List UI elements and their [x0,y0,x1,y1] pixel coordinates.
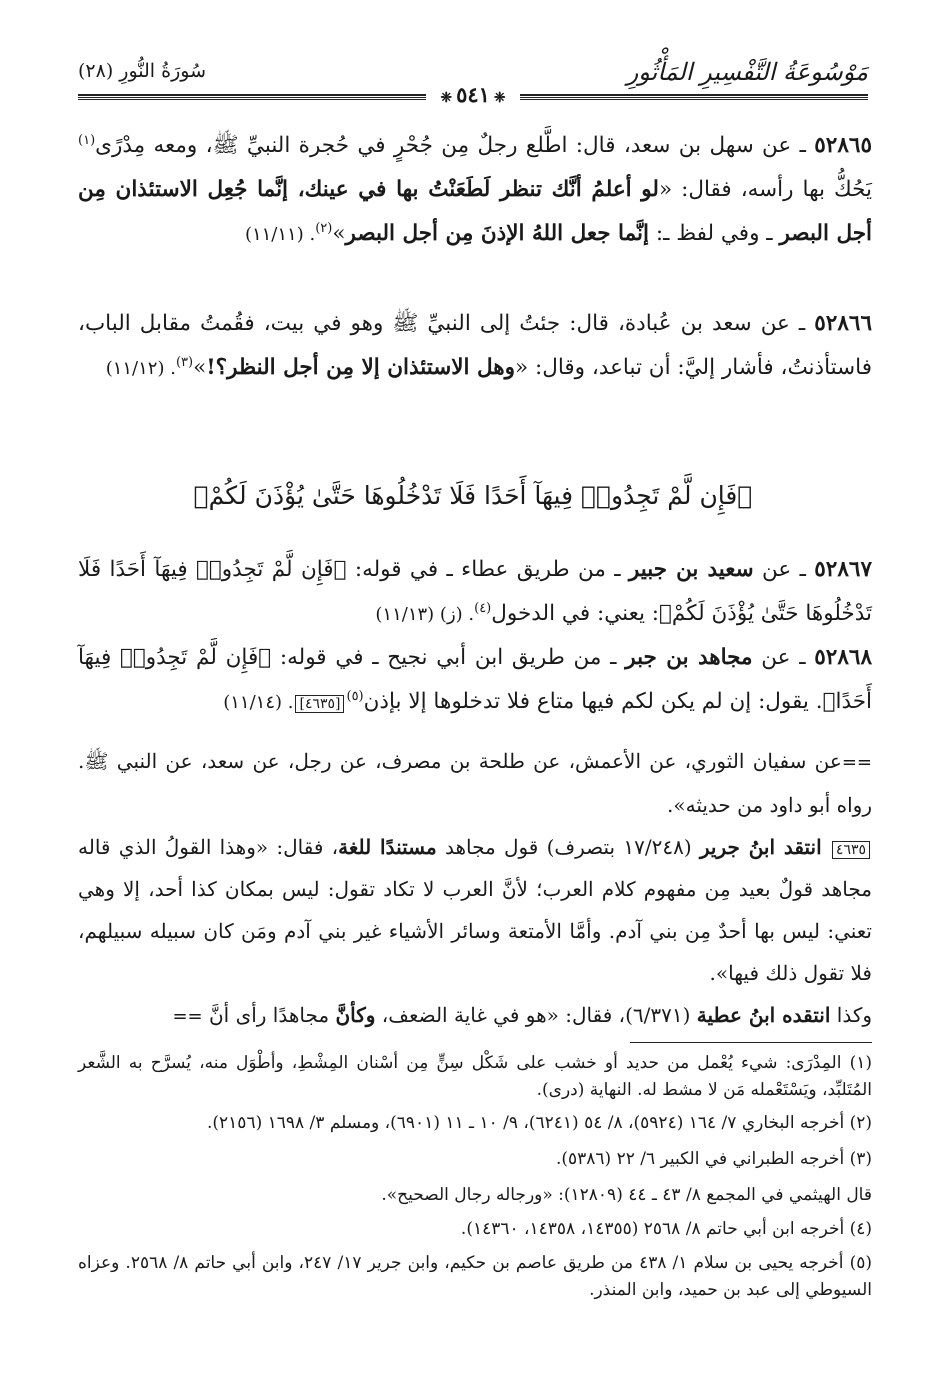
footnote: (٤) أخرجه ابن أبي حاتم ٨/ ٢٥٦٨ (١٤٣٥٥، ١٤٣٥٨، ١٤٣٦٠). [460,1219,872,1239]
quoted-text: وهل الاستئذان إلا مِن أجل النظر؟! [206,355,515,380]
note-text: وكذا [830,1003,872,1027]
note-text: (١٧/٢٤٨ بتصرف) قول مجاهد [436,835,700,859]
note-bold: مستندًا للغة [338,835,437,859]
footnote: (٢) أخرجه البخاري ٧/ ١٦٤ (٥٩٢٤)، ٨/ ٥٤ (٦٢٤١)، ٩/ ١٠ ـ ١١ (٦٩٠١)، ومسلم ٣/ ١٦٩٨ (٢١٥٦). [207,1113,872,1133]
commentary-note [78,740,872,1038]
entry-number: ٥٢٨٦٦ [814,311,872,336]
entry-text: » [332,221,346,246]
entry-text: ـ عن سعد بن عُبادة، قال: جئتُ إلى النبيِّ ﷺ وهو في بيت، فقُمتُ مقابل الباب، فاستأذنتُ، فأشار إليَّ: أن تباعد، وقال: « [78,311,872,380]
entry-number: ٥٢٨٦٧ [814,557,872,582]
quoted-text: مجاهد بن جبر [625,645,753,670]
note-text: ، فقال: «وهذا القولُ الذي قاله مجاهد قولٌ بعيد مِن مفهوم كلام العرب؛ لأنَّ العرب لا تكاد تقول: ليس بمكان كذا أحد، إلا وهي تعني: ليس بها أحدٌ مِن بني آدم. وأمَّا الأمتعة وسائر الأشياء غير بني آدم ومَن كان سبيله سبيلهم، فلا تقول ذلك فيها». [78,835,872,985]
page-number-box [426,82,519,107]
entry-text: ـ عن سهل بن سعد، قال: اطَّلع رجلٌ مِن جُحْرٍ في حُجرة النبيِّ ﷺ، ومعه مِدْرًى [95,133,815,158]
entry-text: ـ من طريق عطاء ـ في قوله: ﴿فَإِن لَّمْ تَجِدُوا۟ فِيهَآ أَحَدًا فَلَا تَدْخُلُوهَا حَتَّىٰ يُؤْذَنَ لَكُمْ﴾: يعني: في الدخول [78,557,872,626]
quoted-text: إنَّما جعل اللهُ الإذنَ مِن أجل البصر [345,221,649,246]
hadith-entry [78,124,872,257]
note-bold: انتقد ابنُ جرير [699,835,822,859]
quoted-text: سعيد بن جبير [628,557,754,582]
footnote-marker: (٣) [175,354,194,370]
quoted-text: لو أعلمُ أنَّك تنظر لَطَعَنْتُ بها في عينك، إنَّما جُعِل الاستئذان مِن أجل البصر [78,177,872,246]
continued-text: عن سفيان الثوري، عن الأعمش، عن طلحة بن مصرف، عن رجل، عن سعد، عن النبي ﷺ. رواه أبو داود من حديثه». [78,749,872,817]
page-number: ٥٤١ [456,82,490,107]
hadith-entry [78,636,872,725]
entry-text: يَحُكُّ بها رأسه، فقال: « [658,177,872,202]
page-number-wrap [0,82,946,107]
footnote-rule [630,1042,872,1043]
footnote: (١) المِدْرَى: شيء يُعْمل من حديد أو خشب على شَكْل سِنٍّ مِن أسْنان المِشْطِ، وأطْوَل منه، يُسرَّح به الشَّعر المُتَلبِّد، ويَسْتَعْمله مَن لا مشط له. النهاية (درى). [78,1053,872,1100]
hadith-entry [78,548,872,637]
footnote-marker: (٤) [474,600,492,616]
footnote: قال الهيثمي في المجمع ٨/ ٤٣ ـ ٤٤ (١٢٨٠٩): «ورجاله رجال الصحيح». [381,1185,872,1205]
entry-text: » [193,355,207,380]
verse-heading: ﴿فَإِن لَّمْ تَجِدُوا۟ فِيهَآ أَحَدًا فَلَا تَدْخُلُوهَا حَتَّىٰ يُؤْذَنَ لَكُمْ﴾ [193,481,753,510]
note-reference-box: [٤٦٣٥] [295,695,344,713]
footnote-marker: (٢) [315,220,333,236]
surah-label: سُورَةُ النُّورِ (٢٨) [78,60,206,82]
hadith-entry [78,302,872,391]
volume-reference: . (ز) (١١/١٣) [375,604,475,625]
continuation-mark: == [841,752,872,773]
note-text: مجاهدًا رأى أنَّ [208,1003,336,1027]
note-number-box: ٤٦٣٥ [832,841,870,859]
volume-reference: . (١١/١١) [244,224,316,245]
footnote-marker: (١) [78,132,96,148]
note-bold: انتقده ابنُ عطية [696,1003,831,1027]
volume-reference: . (١١/١٤) [223,692,294,713]
footnote: (٥) أخرجه يحيى بن سلام ١/ ٤٣٨ من طريق عاصم بن حكيم، وابن جرير ١٧/ ٢٤٧، وابن أبي حاتم ٨/ ٢٥٦٨. وعزاه السيوطي إلى عبد بن حميد، وابن المنذر. [78,1253,872,1300]
continuation-mark: == [172,1006,203,1027]
series-title: مَوْسُوعَةُ التَّفْسِيرِ المَأْثُورِ [626,58,868,86]
ornament-icon: ❈ [493,90,506,106]
footnote: (٣) أخرجه الطبراني في الكبير ٦/ ٢٢ (٥٣٨٦). [555,1149,872,1169]
ornament-icon: ❈ [440,90,453,106]
entry-number: ٥٢٨٦٨ [814,645,872,670]
entry-text: ـ عن [753,557,815,582]
entry-text: ـ عن [752,645,815,670]
note-bold: وكأنَّ [335,1003,376,1027]
entry-text: ـ من طريق ابن أبي نجيح ـ في قوله: ﴿فَإِن لَّمْ تَجِدُوا۟ فِيهَآ أَحَدًا﴾. يقول: إن لم يكن لكم فيها متاع فلا تدخلوها إلا بإذن [78,645,872,714]
footnote-marker: (٥) [346,688,364,704]
entry-number: ٥٢٨٦٥ [814,133,872,158]
note-text: (٦/٣٧١)، فقال: «هو في غاية الضعف، [375,1003,697,1027]
volume-reference: . (١١/١٢) [105,358,176,379]
entry-text: ـ وفي لفظ ـ: [649,221,780,246]
